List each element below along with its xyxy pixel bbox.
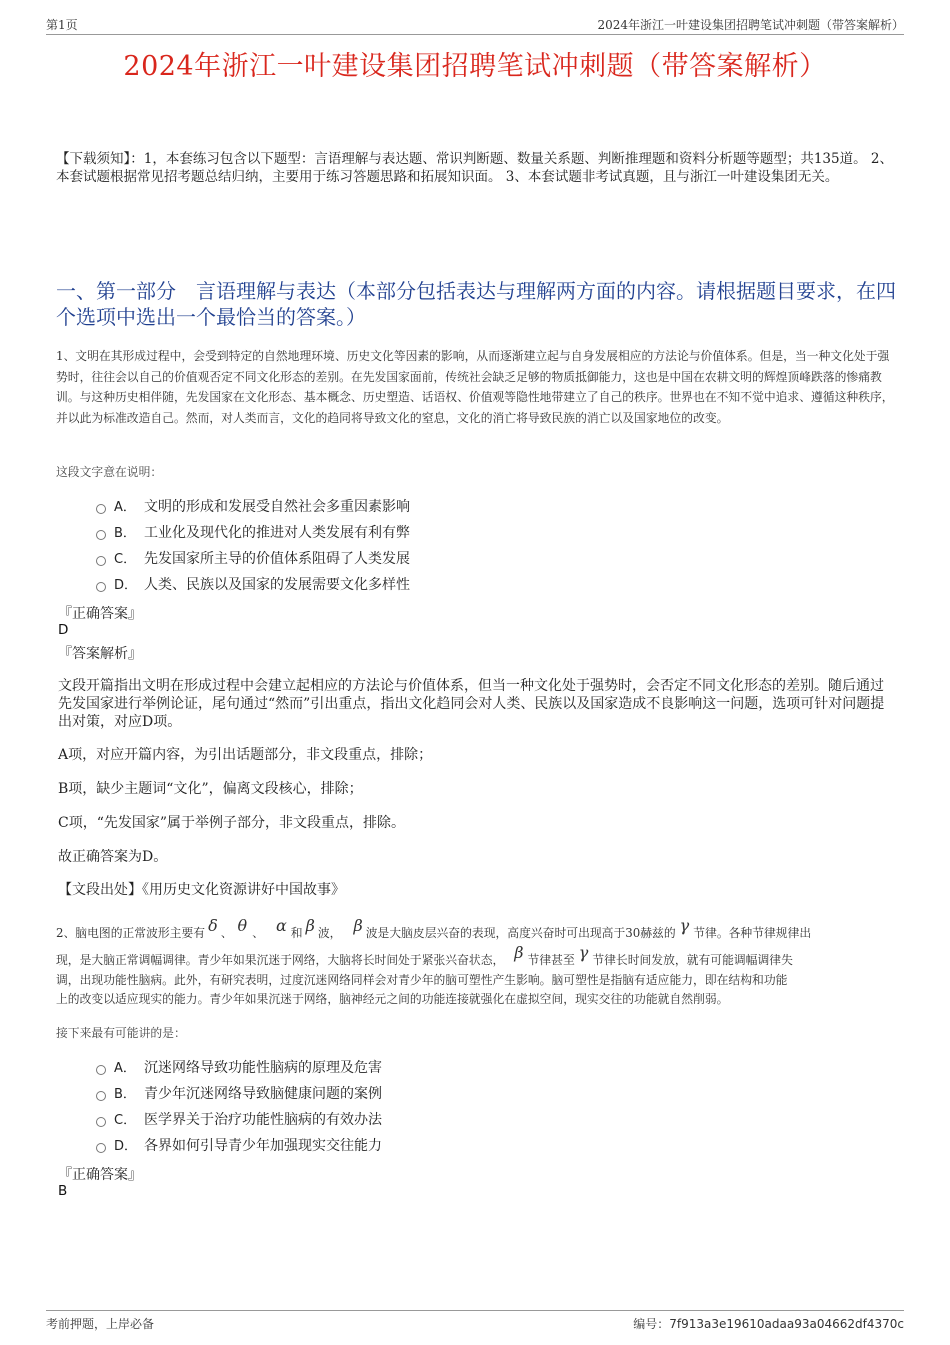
q1-note-a: A项，对应开篇内容，为引出话题部分，非文段重点，排除；	[58, 747, 433, 763]
q1-analysis: 文段开篇指出文明在形成过程中会建立起相应的方法论与价值体系，但当一种文化处于强势时，会否定不同文化形态的差别。随后通过先发国家进行举例论证，尾句通过“然而”引出重点，指出文化趋同会对人类、民族以及国家造成不良影响这一问题，选项可针对问题提出对策，对应D项。	[58, 678, 885, 730]
q1-option-d[interactable]: D． 人类、民族以及国家的发展需要文化多样性	[96, 575, 410, 595]
section-heading: 一、第一部分 言语理解与表达（本部分包括表达与理解两方面的内容。请根据题目要求，在四个选项中选出一个最恰当的答案。）	[56, 279, 896, 329]
q2-prompt: 接下来最有可能讲的是：	[56, 1026, 186, 1040]
document-code: 编号：7f913a3e19610adaa93a04662df4370c	[633, 1317, 904, 1331]
q2-option-c[interactable]: C． 医学界关于治疗功能性脑病的有效办法	[96, 1110, 382, 1130]
radio-icon[interactable]	[96, 582, 106, 592]
header-doc-title: 2024年浙江一叶建设集团招聘笔试冲刺题（带答案解析）	[597, 18, 904, 32]
q1-note-b: B项，缺少主题词“文化”，偏离文段核心，排除；	[58, 781, 363, 797]
gamma-symbol: γ	[679, 916, 690, 935]
q2-option-b[interactable]: B． 青少年沉迷网络导致脑健康问题的案例	[96, 1084, 382, 1104]
radio-icon[interactable]	[96, 1143, 106, 1153]
radio-icon[interactable]	[96, 1091, 106, 1101]
q1-option-c[interactable]: C． 先发国家所主导的价值体系阻碍了人类发展	[96, 549, 410, 569]
page-title: 2024年浙江一叶建设集团招聘笔试冲刺题（带答案解析）	[123, 51, 827, 82]
notice-text: ：1，本套练习包含以下题型：言语理解与表达题、常识判断题、数量关系题、判断推理题和资料分析题等题型；共135道。 2、本套试题根据常见招考题总结归纳，主要用于练习答题思路和拓展知识面。 3、本套试题非考试真题，且与浙江一叶建设集团无关。	[56, 151, 893, 185]
notice-label: 【下载须知】	[56, 151, 131, 167]
header-divider	[46, 34, 904, 35]
q1-option-a[interactable]: A． 文明的形成和发展受自然社会多重因素影响	[96, 497, 410, 517]
q1-analysis-label: 『答案解析』	[58, 646, 142, 662]
page-number: 第1页	[46, 18, 78, 32]
download-notice	[56, 150, 901, 186]
q2-option-a[interactable]: A． 沉迷网络导致功能性脑病的原理及危害	[96, 1058, 382, 1078]
q2-text-line-1: 2、脑电图的正常波形主要有 δ 、 θ 、 α 和 β 波， β 波是大脑皮层兴奋的表现，高度兴奋时可出现高于30赫兹的 γ 节律。各种节律规律出	[56, 916, 812, 940]
q2-text-line-2: 现，是大脑正常调幅调律。青少年如果沉迷于网络，大脑将长时间处于紧张兴奋状态， β 节律甚至 γ 节律长时间发放，就有可能调幅调律失	[56, 943, 793, 967]
q2-text-line-3: 调，出现功能性脑病。此外，有研究表明，过度沉迷网络同样会对青少年的脑可塑性产生影响。脑可塑性是指脑有适应能力，即在结构和功能	[56, 973, 788, 987]
theta-symbol: θ	[237, 916, 248, 935]
q1-answer: D	[58, 622, 69, 638]
q1-answer-label: 『正确答案』	[58, 606, 142, 622]
radio-icon[interactable]	[96, 1117, 106, 1127]
radio-icon[interactable]	[96, 504, 106, 514]
radio-icon[interactable]	[96, 1065, 106, 1075]
q2-option-d[interactable]: D． 各界如何引导青少年加强现实交往能力	[96, 1136, 382, 1156]
q2-answer: B	[58, 1183, 68, 1199]
q2-answer-label: 『正确答案』	[58, 1167, 142, 1183]
q1-prompt: 这段文字意在说明：	[56, 465, 163, 479]
q2-text-line-4: 上的改变以适应现实的能力。青少年如果沉迷于网络，脑神经元之间的功能连接就强化在虚拟空间，现实交往的功能就自然削弱。	[56, 992, 729, 1006]
footer-slogan: 考前押题，上岸必备	[46, 1317, 155, 1331]
delta-symbol: δ	[208, 916, 218, 935]
q1-conclusion: 故正确答案为D。	[58, 849, 168, 865]
gamma-symbol: γ	[578, 943, 589, 962]
radio-icon[interactable]	[96, 530, 106, 540]
radio-icon[interactable]	[96, 556, 106, 566]
beta-symbol: β	[305, 916, 315, 935]
q1-option-b[interactable]: B． 工业化及现代化的推进对人类发展有利有弊	[96, 523, 410, 543]
beta-symbol: β	[353, 916, 363, 935]
footer-divider	[46, 1310, 904, 1311]
q1-text: 1、文明在其形成过程中，会受到特定的自然地理环境、历史文化等因素的影响，从而逐渐建立起与自身发展相应的方法论与价值体系。但是，当一种文化处于强势时，往往会以自己的价值观否定不同文化形态的差别。在先发国家面前，传统社会缺乏足够的物质抵御能力，这也是中国在农耕文明的辉煌顶峰跌落的惨痛教训。与这种历史相伴随，先发国家在文化形态、基本概念、历史塑造、话语权、价值观等隐性地带建立了自己的秩序。世界也在不知不觉中追求、遵循这种秩序，并以此为标准改造自己。然而，对人类而言，文化的趋同将导致文化的窒息，文化的消亡将导致民族的消亡以及国家地位的改变。	[56, 349, 894, 425]
beta-symbol: β	[514, 943, 524, 962]
q1-source: 【文段出处】《用历史文化资源讲好中国故事》	[58, 882, 345, 898]
q1-note-c: C项，“先发国家”属于举例子部分，非文段重点，排除。	[58, 815, 406, 831]
alpha-symbol: α	[275, 916, 287, 935]
